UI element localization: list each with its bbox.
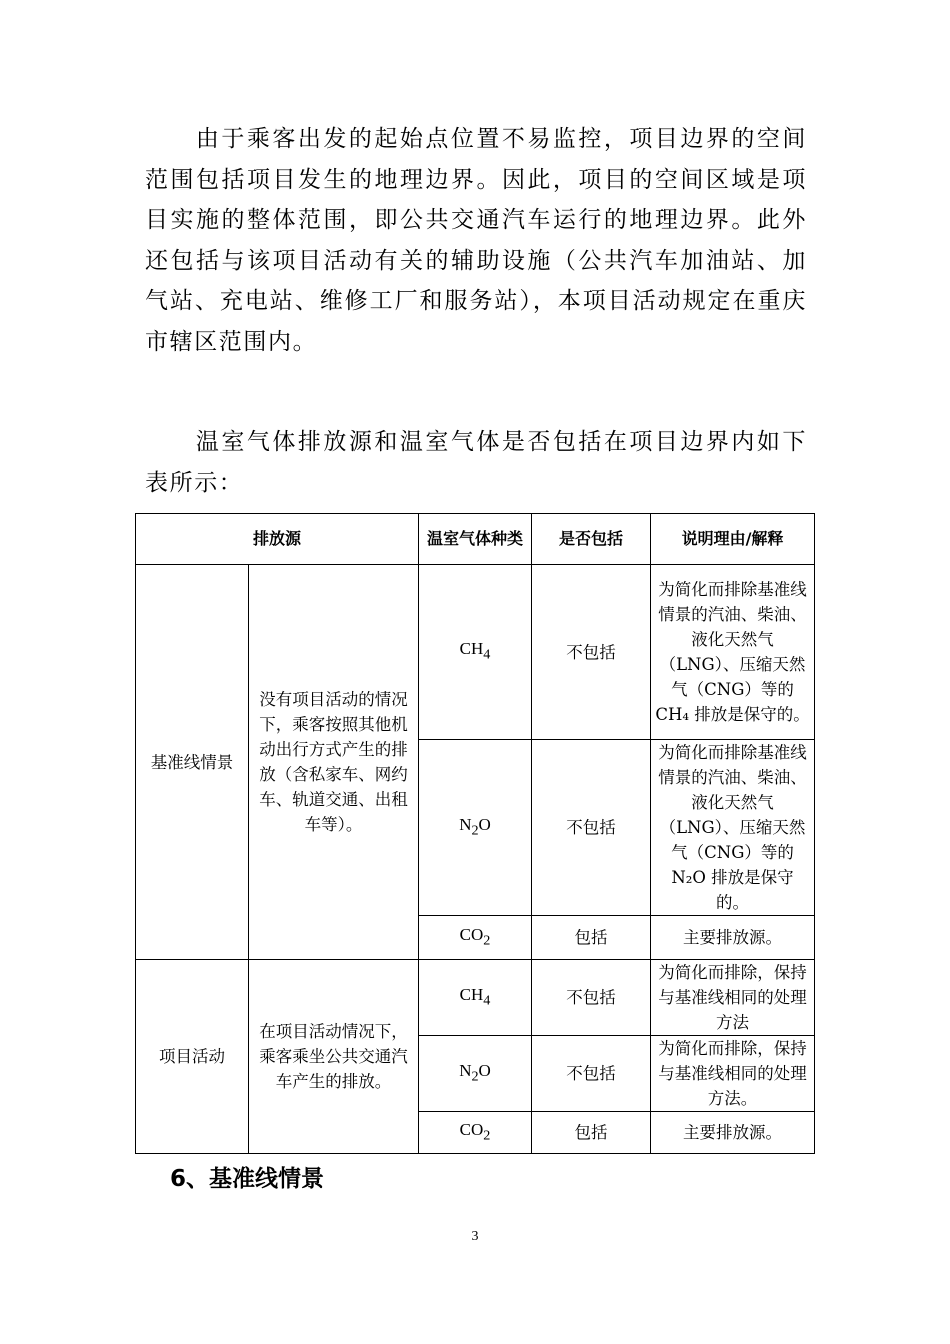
page-number: 3 — [471, 1229, 479, 1244]
baseline-description: 没有项目活动的情况下，乘客按照其他机动出行方式产生的排放（含私家车、网约车、轨道交通、出租车等）。 — [249, 565, 419, 960]
project-description: 在项目活动情况下，乘客乘坐公共交通汽车产生的排放。 — [249, 960, 419, 1154]
included-cell: 不包括 — [532, 1036, 651, 1112]
included-cell: 不包括 — [532, 565, 651, 740]
included-cell: 包括 — [532, 916, 651, 960]
table-row — [136, 960, 815, 1036]
included-cell: 不包括 — [532, 740, 651, 916]
gas-cell — [419, 740, 532, 916]
gas-cell — [419, 1036, 532, 1112]
intro-paragraph — [145, 119, 807, 362]
gas-cell — [419, 960, 532, 1036]
gas-main: CH — [459, 984, 484, 1004]
explanation-cell: 主要排放源。 — [651, 1112, 815, 1154]
gas-subscript: 2 — [471, 822, 479, 839]
baseline-label: 基准线情景 — [136, 565, 249, 960]
project-label: 项目活动 — [136, 960, 249, 1154]
gas-subscript: 4 — [483, 646, 491, 663]
gas-subscript: 2 — [471, 1068, 479, 1085]
header-gas-type: 温室气体种类 — [419, 514, 532, 565]
table-row — [136, 565, 815, 740]
table-header-row — [136, 514, 815, 565]
gas-main: N — [459, 814, 472, 834]
gas-cell — [419, 916, 532, 960]
included-cell: 包括 — [532, 1112, 651, 1154]
gas-main: CO — [459, 924, 484, 944]
gas-tail: O — [478, 814, 491, 834]
included-cell: 不包括 — [532, 960, 651, 1036]
gas-subscript: 4 — [483, 992, 491, 1009]
gas-subscript: 2 — [483, 932, 491, 949]
explanation-cell: 为简化而排除基准线情景的汽油、柴油、液化天然气（LNG）、压缩天然气（CNG）等的N₂O 排放是保守的。 — [651, 740, 815, 916]
gas-cell — [419, 565, 532, 740]
explanation-cell: 为简化而排除基准线情景的汽油、柴油、液化天然气（LNG）、压缩天然气（CNG）等的CH₄ 排放是保守的。 — [651, 565, 815, 740]
explanation-cell: 主要排放源。 — [651, 916, 815, 960]
section-heading: 6、基准线情景 — [170, 1166, 325, 1192]
gas-main: N — [459, 1060, 472, 1080]
table-intro-paragraph-text: 温室气体排放源和温室气体是否包括在项目边界内如下表所示： — [145, 429, 807, 496]
explanation-cell: 为简化而排除，保持与基准线相同的处理方法 — [651, 960, 815, 1036]
table-intro-paragraph — [145, 422, 807, 503]
header-included: 是否包括 — [532, 514, 651, 565]
intro-paragraph-text: 由于乘客出发的起始点位置不易监控，项目边界的空间范围包括项目发生的地理边界。因此，项目的空间区域是项目实施的整体范围，即公共交通汽车运行的地理边界。此外还包括与该项目活动有关的辅助设施（公共汽车加油站、加气站、充电站、维修工厂和服务站），本项目活动规定在重庆市辖区范围内。 — [145, 126, 807, 355]
gas-main: CO — [459, 1119, 484, 1139]
emission-boundary-table — [135, 513, 815, 1154]
gas-cell — [419, 1112, 532, 1154]
explanation-cell: 为简化而排除，保持与基准线相同的处理方法。 — [651, 1036, 815, 1112]
gas-subscript: 2 — [483, 1127, 491, 1144]
gas-main: CH — [459, 639, 484, 659]
header-explanation: 说明理由/解释 — [651, 514, 815, 565]
header-source: 排放源 — [136, 514, 419, 565]
gas-tail: O — [478, 1060, 491, 1080]
